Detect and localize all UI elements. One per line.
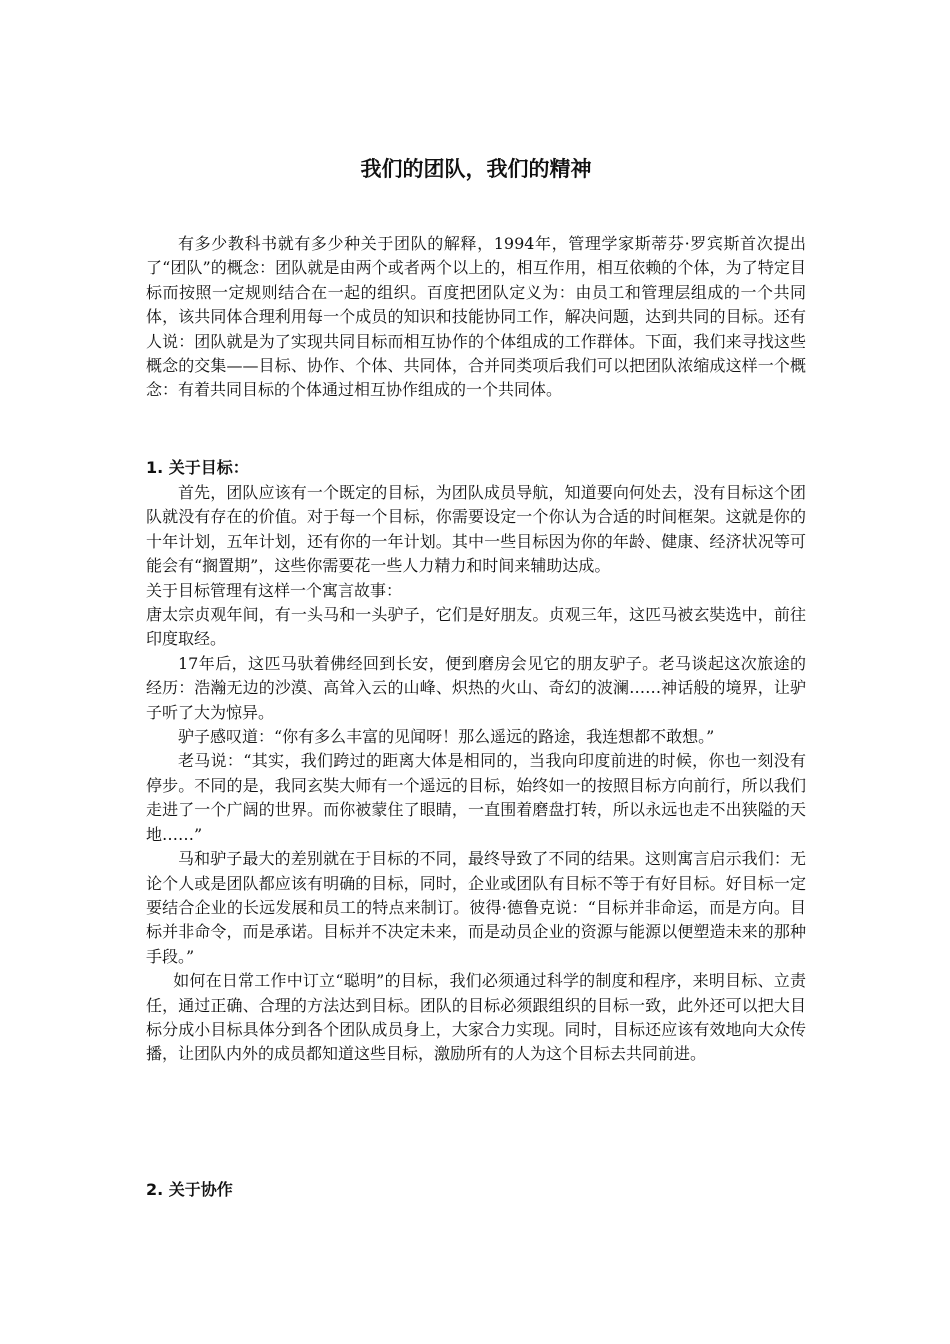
intro-section — [146, 232, 806, 403]
goals-paragraph-8: 如何在日常工作中订立“聪明”的目标，我们必须通过科学的制度和程序，来明目标、立责任，通过正确、合理的方法达到目标。团队的目标必须跟组织的目标一致，此外还可以把大目标分成小目标具体分到各个团队成员身上，大家合力实现。同时，目标还应该有效地向大众传播，让团队内外的成员都知道这些目标，激励所有的人为这个目标去共同前进。 — [146, 971, 806, 1064]
goals-paragraph-2: 关于目标管理有这样一个寓言故事： — [146, 580, 403, 600]
goals-paragraph-6: 老马说：“其实，我们跨过的距离大体是相同的，当我向印度前进的时候，你也一刻没有停步。不同的是，我同玄奘大师有一个遥远的目标，始终如一的按照目标方向前行，所以我们走进了一个广阔的世界。而你被蒙住了眼睛，一直围着磨盘打转，所以永远也走不出狭隘的天地……” — [146, 751, 806, 844]
section-heading-collaboration: 2. 关于协作 — [146, 1180, 233, 1199]
goals-paragraph-4: 17年后，这匹马驮着佛经回到长安，便到磨房会见它的朋友驴子。老马谈起这次旅途的经历：浩瀚无边的沙漠、高耸入云的山峰、炽热的火山、奇幻的波澜……神话般的境界，让驴子听了大为惊异。 — [146, 653, 806, 722]
intro-paragraph: 有多少教科书就有多少种关于团队的解释，1994年，管理学家斯蒂芬·罗宾斯首次提出了“团队”的概念：团队就是由两个或者两个以上的，相互作用，相互依赖的个体，为了特定目标而按照一定规则结合在一起的组织。百度把团队定义为：由员工和管理层组成的一个共同体，该共同体合理利用每一个成员的知识和技能协同工作，解决问题，达到共同的目标。还有人说：团队就是为了实现共同目标而相互协作的个体组成的工作群体。下面，我们来寻找这些概念的交集——目标、协作、个体、共同体，合并同类项后我们可以把团队浓缩成这样一个概念：有着共同目标的个体通过相互协作组成的一个共同体。 — [146, 234, 806, 400]
goals-paragraph-3: 唐太宗贞观年间，有一头马和一头驴子，它们是好朋友。贞观三年，这匹马被玄奘选中，前往印度取经。 — [146, 605, 806, 649]
goals-paragraph-5: 驴子感叹道：“你有多么丰富的见闻呀！那么遥远的路途，我连想都不敢想。” — [178, 727, 715, 747]
page-title: 我们的团队，我们的精神 — [360, 157, 592, 181]
goals-section — [146, 481, 806, 1067]
goals-paragraph-7: 马和驴子最大的差别就在于目标的不同，最终导致了不同的结果。这则寓言启示我们：无论个人或是团队都应该有明确的目标，同时，企业或团队有目标不等于有好目标。好目标一定要结合企业的长远发展和员工的特点来制订。彼得·德鲁克说：“目标并非命运，而是方向。目标并非命令，而是承诺。目标并不决定未来，而是动员企业的资源与能源以便塑造未来的那种手段。” — [146, 849, 806, 966]
goals-paragraph-1: 首先，团队应该有一个既定的目标，为团队成员导航，知道要向何处去，没有目标这个团队就没有存在的价值。对于每一个目标，你需要设定一个你认为合适的时间框架。这就是你的十年计划，五年计划，还有你的一年计划。其中一些目标因为你的年龄、健康、经济状况等可能会有“搁置期”，这些你需要花一些人力精力和时间来辅助达成。 — [146, 483, 806, 576]
section-heading-goals: 1. 关于目标： — [146, 458, 249, 477]
